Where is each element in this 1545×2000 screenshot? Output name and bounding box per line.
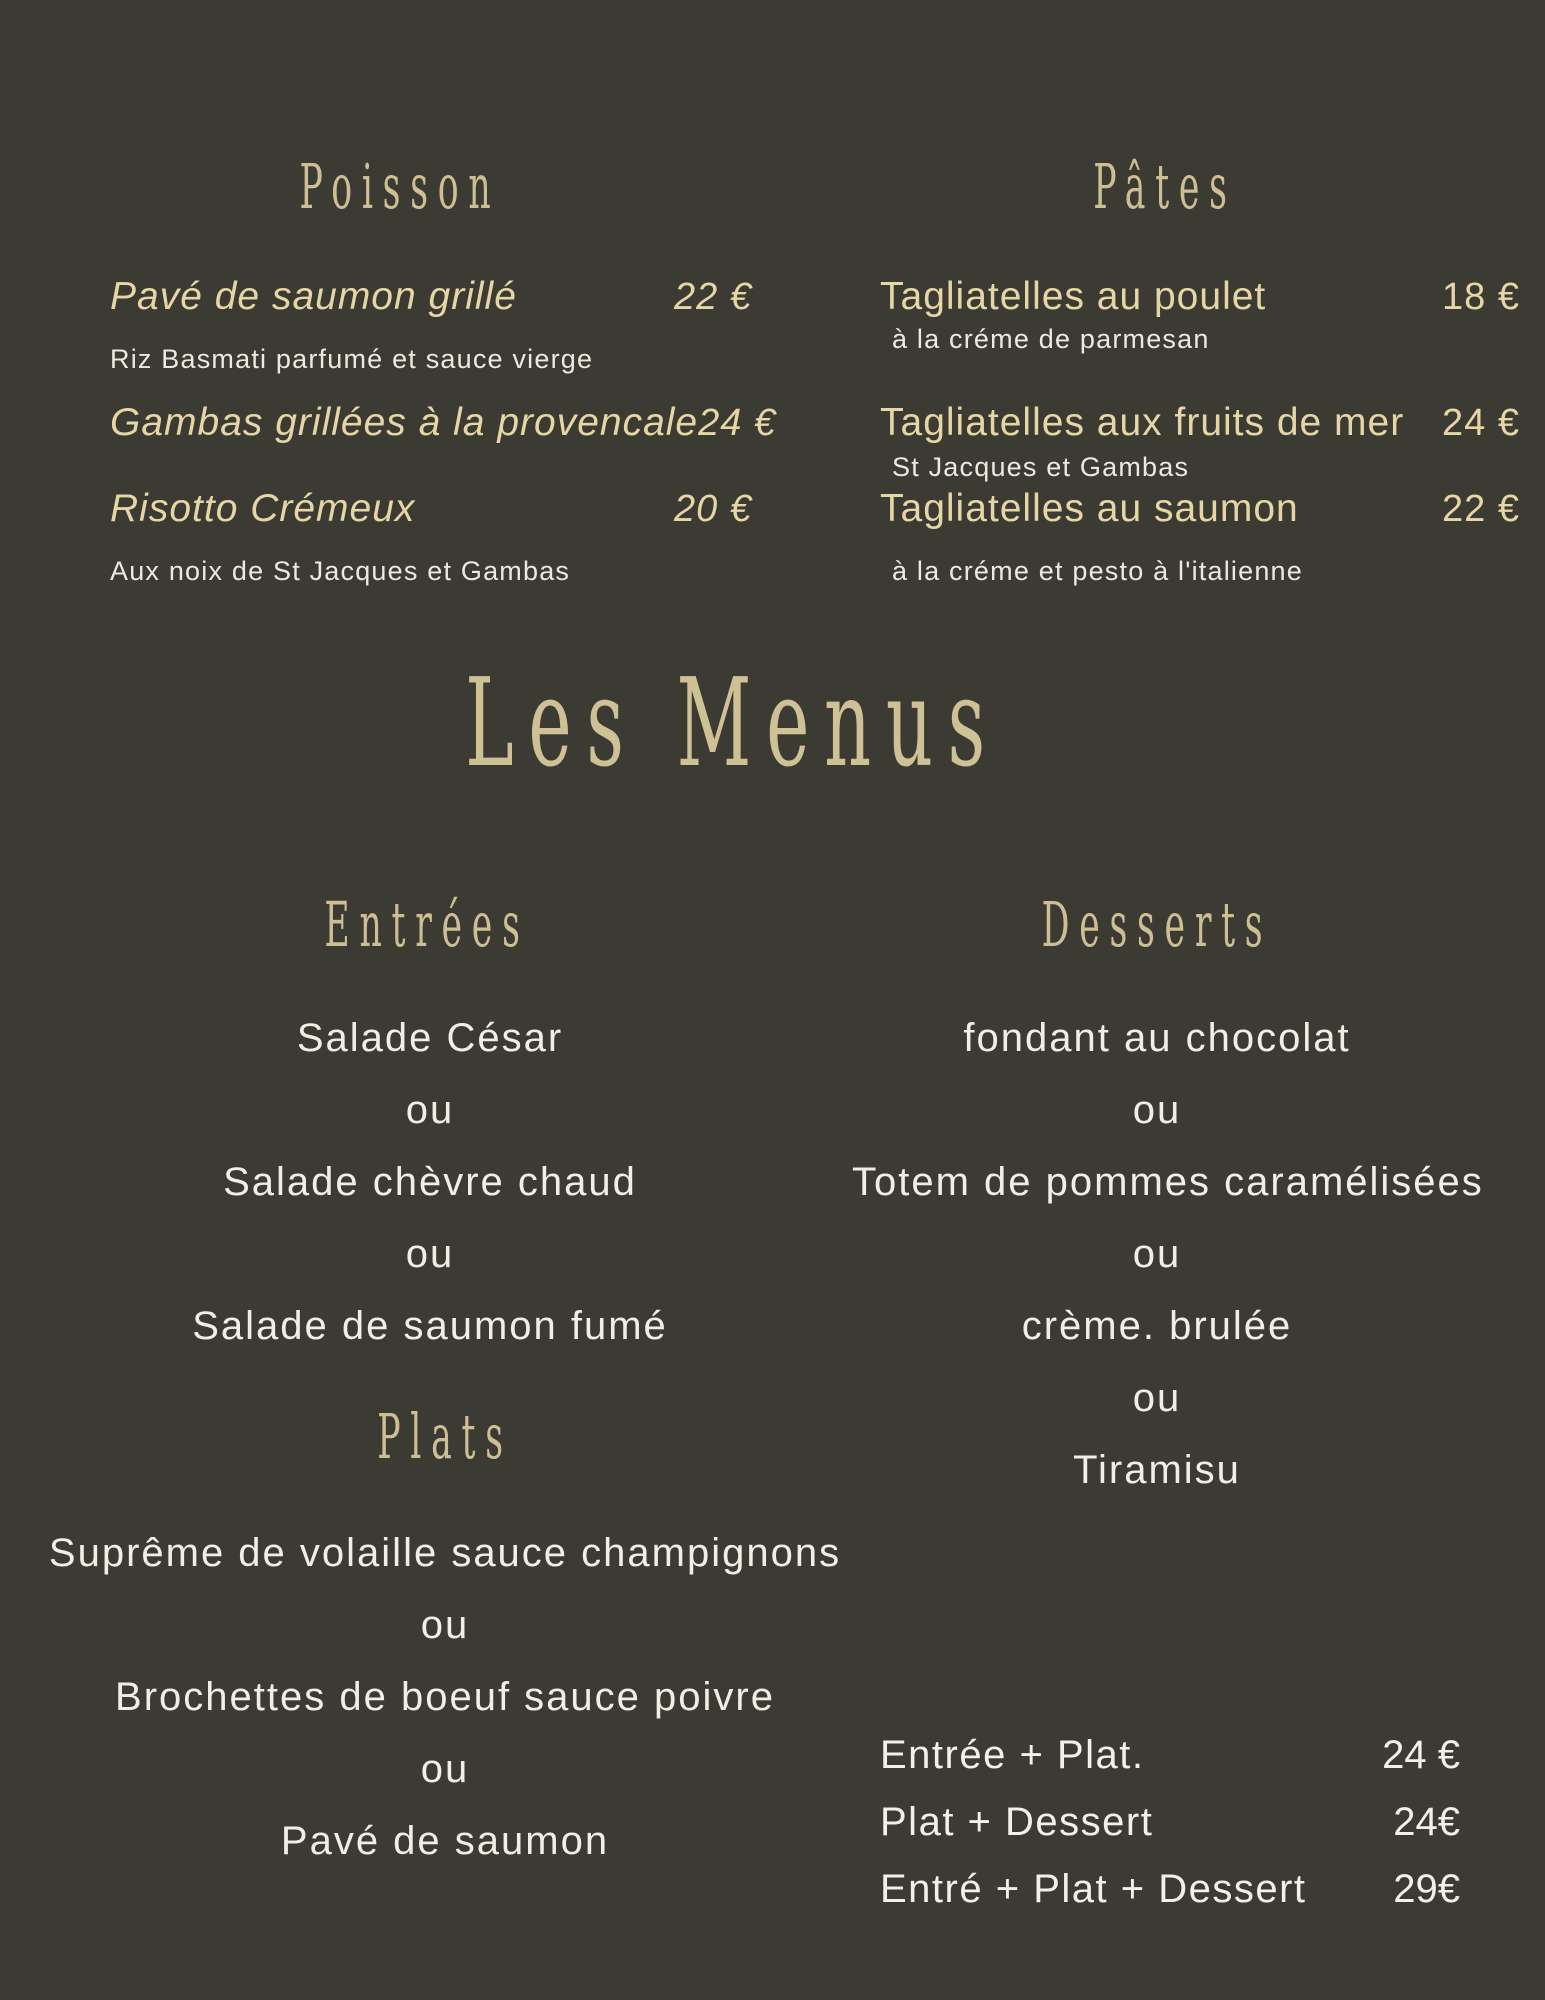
pates-item-row xyxy=(880,274,1520,354)
formule-label: Entré + Plat + Dessert xyxy=(880,1867,1307,1911)
les-menus-title: Les Menus xyxy=(465,652,1000,794)
plat-option: Suprême de volaille sauce champignons xyxy=(48,1531,842,1575)
item-line xyxy=(880,274,1520,320)
desserts-section-title: Desserts xyxy=(1041,888,1273,961)
ou-separator: ou xyxy=(420,1603,470,1647)
dessert-option: fondant au chocolat xyxy=(963,1016,1351,1060)
entrees-options-list xyxy=(125,1002,735,1362)
plats-section-title: Plats xyxy=(377,1400,513,1473)
pates-item-row xyxy=(880,400,1520,482)
item-line xyxy=(110,486,752,532)
entree-option: Salade chèvre chaud xyxy=(223,1160,637,1204)
item-description: Aux noix de St Jacques et Gambas xyxy=(110,556,571,586)
item-name: Tagliatelles au saumon xyxy=(880,487,1299,530)
formule-label: Entrée + Plat. xyxy=(880,1733,1145,1777)
item-description: Riz Basmati parfumé et sauce vierge xyxy=(110,344,594,374)
plats-options-list xyxy=(45,1517,845,1877)
plat-option: Pavé de saumon xyxy=(280,1819,610,1863)
item-description: à la créme de parmesan xyxy=(892,324,1210,354)
item-price: 22 € xyxy=(674,276,752,318)
poisson-section-title: Poisson xyxy=(299,150,501,223)
formule-price: 29€ xyxy=(1393,1867,1460,1911)
item-line xyxy=(110,274,752,320)
formule-row xyxy=(880,1856,1460,1923)
formule-row xyxy=(880,1722,1460,1789)
poisson-item-row xyxy=(110,400,777,446)
item-name: Risotto Crémeux xyxy=(110,487,416,530)
desserts-options-list xyxy=(852,1002,1484,1506)
formule-label: Plat + Dessert xyxy=(880,1800,1154,1844)
item-price: 24 € xyxy=(1442,402,1520,444)
item-name: Tagliatelles au poulet xyxy=(880,275,1267,318)
item-price: 20 € xyxy=(674,488,752,530)
ou-separator: ou xyxy=(1132,1088,1182,1132)
ou-separator: ou xyxy=(405,1088,455,1132)
entrees-section-title: Entrées xyxy=(324,888,530,961)
pates-item-row xyxy=(880,486,1520,586)
item-description: St Jacques et Gambas xyxy=(892,452,1190,482)
plat-option: Brochettes de boeuf sauce poivre xyxy=(115,1675,775,1719)
poisson-item-row xyxy=(110,486,752,586)
dessert-option: crème. brulée xyxy=(1021,1304,1293,1348)
item-price: 22 € xyxy=(1442,488,1520,530)
item-name: Tagliatelles aux fruits de mer xyxy=(880,401,1405,444)
ou-separator: ou xyxy=(420,1747,470,1791)
formule-price: 24€ xyxy=(1393,1800,1460,1844)
ou-separator: ou xyxy=(1132,1376,1182,1420)
item-line xyxy=(110,400,777,446)
dessert-option: Tiramisu xyxy=(1073,1448,1241,1492)
ou-separator: ou xyxy=(1132,1232,1182,1276)
formule-row xyxy=(880,1789,1460,1856)
formule-price: 24 € xyxy=(1382,1733,1460,1777)
item-description: à la créme et pesto à l'italienne xyxy=(892,556,1303,586)
formules-price-list xyxy=(880,1722,1460,1923)
item-line xyxy=(880,486,1520,532)
ou-separator: ou xyxy=(405,1232,455,1276)
item-line xyxy=(880,400,1520,446)
poisson-item-row xyxy=(110,274,752,374)
item-name: Gambas grillées à la provencale xyxy=(110,401,699,444)
item-price: 18 € xyxy=(1442,276,1520,318)
dessert-option: Totem de pommes caramélisées xyxy=(852,1160,1484,1204)
entree-option: Salade César xyxy=(296,1016,564,1060)
item-price: 24 € xyxy=(698,402,777,444)
item-name: Pavé de saumon grillé xyxy=(110,275,517,318)
pates-section-title: Pâtes xyxy=(1093,150,1237,223)
entree-option: Salade de saumon fumé xyxy=(192,1304,668,1348)
